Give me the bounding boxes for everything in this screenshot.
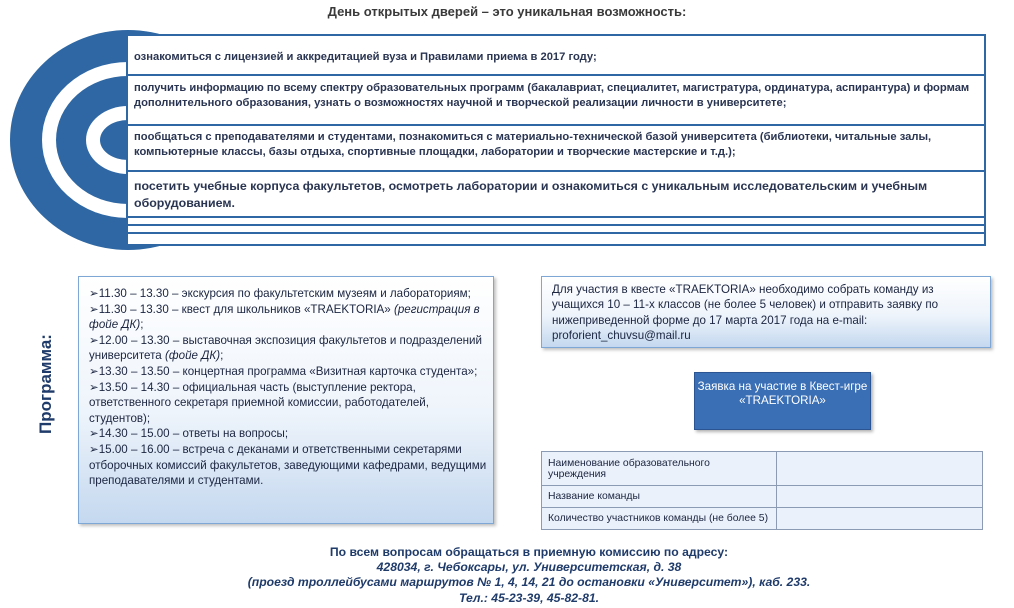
table-row: [542, 452, 983, 486]
opportunity-item: посетить учебные корпуса факультетов, осмотреть лаборатории и ознакомиться с уникальным исследовательским и учебным оборудованием.: [128, 172, 984, 218]
program-item: ➢13.50 – 14.30 – официальная часть (выступление ректора, ответственного секретаря приемной комиссии, работодателей, студентов);: [89, 380, 429, 425]
team-name-field[interactable]: [777, 486, 983, 508]
program-label: [16, 310, 76, 470]
opportunity-item: получить информацию по всему спектру образовательных программ (бакалавриат, специалитет, магистратура, ординатура, аспирантура) и формам дополнительного образования, узнать о возможностях научной и творческой реализации личности в университете;: [128, 76, 984, 126]
program-item: ➢15.00 – 16.00 – встреча с деканами и ответственными секретарями отборочных комиссий факультетов, заведующими кафедрами, ведущими преподавателями и студентами.: [89, 442, 487, 488]
opportunity-item: ознакомиться с лицензией и аккредитацией вуза и Правилами приема в 2017 году;: [128, 36, 984, 76]
opportunity-empty-row: [128, 226, 984, 234]
form-label: Количество участников команды (не более 5): [542, 508, 777, 530]
opportunities-list: [126, 34, 986, 246]
team-size-field[interactable]: [777, 508, 983, 530]
page-title: День открытых дверей – это уникальная возможность:: [327, 4, 687, 19]
program-item: ➢12.00 – 13.30 – выставочная экспозиция факультетов и подразделений университета (фойе ДК);: [89, 333, 483, 363]
quest-info-text: Для участия в квесте «TRAEKTORIA» необходимо собрать команду из учащихся 10 – 11-х классов (не более 5 человек) и отправить заявку по нижеприведенной форме до 17 марта 2017 года на e-mail:: [552, 283, 939, 327]
program-item: ➢13.30 – 13.50 – концертная программа «Визитная карточка студента»;: [89, 364, 478, 378]
quest-email[interactable]: proforient_chuvsu@mail.ru: [552, 329, 691, 343]
program-item: ➢11.30 – 13.30 – квест для школьников «TRAEKTORIA» (регистрация в фойе ДК);: [89, 302, 480, 332]
opportunity-item: пообщаться с преподавателями и студентами, познакомиться с материально-технической базой университета (библиотеки, читальные залы, компьютерные классы, базы отдыха, спортивные площадки, лаборатории и творческие мастерские и т.д.);: [128, 126, 984, 172]
program-item: ➢11.30 – 13.30 – экскурсия по факультетским музеям и лабораториям;: [89, 287, 471, 300]
contact-address: 428034, г. Чебоксары, ул. Университетская, д. 38: [376, 560, 682, 575]
program-item: ➢14.30 – 15.00 – ответы на вопросы;: [89, 427, 289, 441]
contact-line: По всем вопросам обращаться в приемную комиссию по адресу:: [329, 545, 729, 559]
application-button[interactable]: Заявка на участие в Квест-игре «TRAEKTORIA»: [694, 372, 871, 430]
opportunity-empty-row: [128, 218, 984, 226]
table-row: [542, 508, 983, 530]
contact-directions: (проезд троллейбусами маршрутов № 1, 4, 14, 21 до остановки «Университет»), каб. 233.: [247, 575, 811, 590]
institution-field[interactable]: [777, 452, 983, 486]
table-row: [542, 486, 983, 508]
program-label-text: Программа:: [36, 334, 55, 434]
form-label: Название команды: [542, 486, 777, 508]
contact-info: [0, 545, 1014, 606]
contact-phone: Тел.: 45-23-39, 45-82-81.: [458, 590, 600, 605]
application-form-table: [541, 451, 983, 530]
form-label: Наименование образовательного учреждения: [542, 452, 777, 486]
program-box: [78, 276, 494, 524]
quest-info-box: [541, 276, 991, 348]
